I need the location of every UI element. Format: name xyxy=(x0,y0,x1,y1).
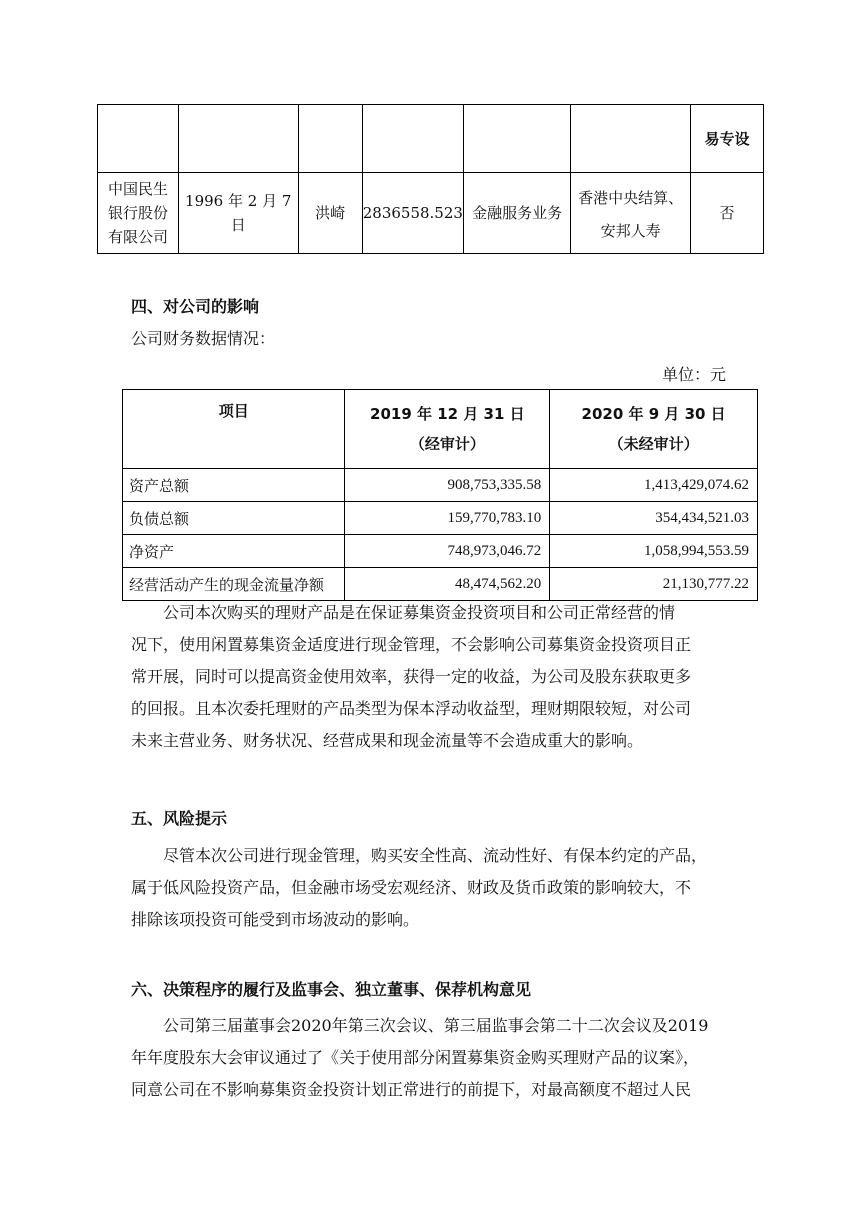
section-heading-impact: 四、对公司的影响 xyxy=(131,297,260,316)
paragraph-line-text: 公司第三届董事会2020年第三次会议、第三届监事会第二十二次会议及2019 xyxy=(163,1016,709,1035)
section-heading-decision: 六、决策程序的履行及监事会、独立董事、保荐机构意见 xyxy=(131,980,532,999)
shareholders-cell xyxy=(571,173,691,254)
company-name-cell xyxy=(98,173,179,254)
table-cell xyxy=(463,105,570,173)
paragraph-line xyxy=(131,840,731,872)
unit-label: 单位：元 xyxy=(662,365,727,384)
row-label: 负债总额 xyxy=(123,502,345,535)
paragraph-line: 同意公司在不影响募集资金投资计划正常进行的前提下，对最高额度不超过人民 xyxy=(131,1080,692,1099)
header-2020 xyxy=(550,390,758,469)
header-2019 xyxy=(345,390,550,469)
founding-date-cell: 1996 年 2 月 7 日 xyxy=(178,173,298,254)
registered-capital-cell: 2836558.523 xyxy=(362,173,463,254)
value-2019: 48,474,562.20 xyxy=(345,568,550,601)
header-item xyxy=(123,390,345,469)
row-label: 经营活动产生的现金流量净额 xyxy=(123,568,345,601)
header-2020-date: 2020 年 9 月 30 日 xyxy=(581,405,726,423)
paragraph-line: 况下，使用闲置募集资金适度进行现金管理，不会影响公司募集资金投资项目正 xyxy=(131,635,692,654)
shareholder-line: 香港中央结算、 xyxy=(578,189,684,207)
paragraph-line: 排除该项投资可能受到市场波动的影响。 xyxy=(131,910,420,929)
table-row xyxy=(123,502,758,535)
value-2019: 908,753,335.58 xyxy=(345,469,550,502)
table-row xyxy=(123,469,758,502)
bank-info-table xyxy=(97,104,764,254)
paragraph-line: 的回报。且本次委托理财的产品类型为保本浮动收益型，理财期限较短，对公司 xyxy=(131,699,692,718)
representative-cell: 洪崎 xyxy=(298,173,362,254)
table-cell xyxy=(571,105,691,173)
row-label: 资产总额 xyxy=(123,469,345,502)
header-2019-note: （经审计） xyxy=(409,435,485,453)
header-2019-date: 2019 年 12 月 31 日 xyxy=(370,405,525,423)
value-2019: 159,770,783.10 xyxy=(345,502,550,535)
header-item-label: 项目 xyxy=(218,402,249,420)
table-cell xyxy=(362,105,463,173)
related-party-cell: 否 xyxy=(690,173,763,254)
paragraph-line: 未来主营业务、财务状况、经营成果和现金流量等不会造成重大的影响。 xyxy=(131,731,644,750)
value-2020: 21,130,777.22 xyxy=(550,568,758,601)
shareholder-line: 安邦人寿 xyxy=(600,222,661,240)
paragraph-line: 常开展，同时可以提高资金使用效率，获得一定的收益，为公司及股东获取更多 xyxy=(131,667,692,686)
decision-paragraph xyxy=(131,1010,731,1106)
paragraph-line xyxy=(131,1010,731,1042)
table-cell xyxy=(298,105,362,173)
value-2020: 1,058,994,553.59 xyxy=(550,535,758,568)
financial-data-table xyxy=(122,389,758,601)
impact-paragraph xyxy=(131,597,731,757)
paragraph-line-text: 公司本次购买的理财产品是在保证募集资金投资项目和公司正常经营的情 xyxy=(163,603,676,622)
value-2020: 354,434,521.03 xyxy=(550,502,758,535)
business-cell: 金融服务业务 xyxy=(463,173,570,254)
paragraph-line xyxy=(131,597,731,629)
financial-data-intro: 公司财务数据情况： xyxy=(131,329,276,348)
table-row xyxy=(123,568,758,601)
table-cell xyxy=(98,105,179,173)
row-label: 净资产 xyxy=(123,535,345,568)
paragraph-line-text: 尽管本次公司进行现金管理，购买安全性高、流动性好、有保本约定的产品， xyxy=(163,846,708,865)
company-name-line: 银行股份 xyxy=(107,204,168,222)
value-2019: 748,973,046.72 xyxy=(345,535,550,568)
company-name-line: 中国民生 xyxy=(107,180,168,198)
paragraph-line: 年年度股东大会审议通过了《关于使用部分闲置募集资金购买理财产品的议案》， xyxy=(131,1048,700,1067)
risk-paragraph xyxy=(131,840,731,936)
section-heading-risk: 五、风险提示 xyxy=(131,809,228,828)
table-row xyxy=(98,105,764,173)
table-row xyxy=(123,535,758,568)
value-2020: 1,413,429,074.62 xyxy=(550,469,758,502)
table-header-row xyxy=(123,390,758,469)
paragraph-line: 属于低风险投资产品，但金融市场受宏观经济、财政及货币政策的影响较大，不 xyxy=(131,878,692,897)
header-2020-note: （未经审计） xyxy=(608,435,699,453)
company-name-line: 有限公司 xyxy=(107,228,168,246)
table-header-cell: 易专设 xyxy=(690,105,763,173)
table-cell xyxy=(178,105,298,173)
table-row xyxy=(98,173,764,254)
